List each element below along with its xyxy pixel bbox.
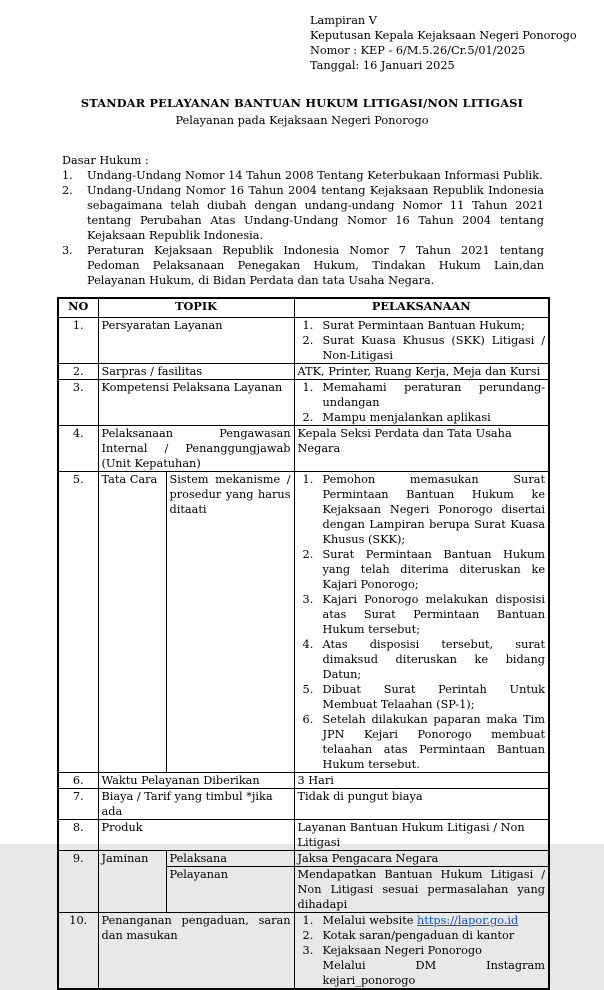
row-number: 7. [58,789,98,820]
pelaksanaan-cell: ATK, Printer, Ruang Kerja, Meja dan Kursi [294,364,549,380]
row-number: 9. [58,851,98,913]
topik-cell: Sarpras / fasilitas [98,364,294,380]
list-item [298,472,546,547]
pelaksanaan-cell: 3 Hari [294,773,549,789]
table-row [58,820,549,851]
item-number: 3. [302,593,314,606]
item-number: 2. [62,184,73,197]
subtopik-cell: Pelayanan [166,867,294,913]
lapor-website-link[interactable]: https://lapor.go.id [417,914,519,927]
item-text: Surat Kuasa Khusus (SKK) Litigasi / Non-Litigasi [322,334,546,362]
table-row [58,380,549,426]
legal-basis-item [62,183,544,243]
item-text: Undang-Undang Nomor 16 Tahun 2004 tentang Kejaksaan Republik Indonesia sebagaimana telah diubah dengan undang-undang Nomor 11 Tahun 2021 tentang Perubahan Atas Undang-Undang Nomor 16 Tahun 2004 tentang Kejaksaan Republik Indonesia. [87,184,544,242]
item-text: Undang-Undang Nomor 14 Tahun 2008 Tentang Keterbukaan Informasi Publik. [87,169,543,182]
pelaksanaan-cell: Tidak di pungut biaya [294,789,549,820]
header-no: NO [58,298,98,318]
topik-cell: Persyaratan Layanan [98,318,294,364]
subtopik-cell: Pelaksana [166,851,294,867]
item-text-line1: Kejaksaan Negeri Ponorogo [322,944,482,957]
item-text [323,913,546,928]
item-number: 3. [302,944,314,957]
row-number: 3. [58,380,98,426]
list-item [298,928,546,943]
table-header-row [58,298,549,318]
pelaksanaan-cell [294,318,549,364]
header-topik: TOPIK [98,298,294,318]
row-number: 1. [58,318,98,364]
service-standard-table [57,297,550,990]
item-number: 1. [302,319,314,332]
row-number: 8. [58,820,98,851]
topik-cell: Jaminan [98,851,166,913]
item-number: 1. [62,169,73,182]
item-number: 3. [62,244,73,257]
list-item [298,318,546,333]
legal-basis-heading: Dasar Hukum : [62,154,149,167]
item-number: 1. [302,914,314,927]
table-row [58,851,549,867]
decree-date: Tanggal: 16 Januari 2025 [310,59,455,72]
pelaksanaan-cell: Kepala Seksi Perdata dan Tata Usaha Negara [294,426,549,472]
list-item [298,410,546,425]
subtopik-cell: Sistem mekanisme / prosedur yang harus ditaati [166,472,294,773]
table-row [58,789,549,820]
item-text: Kajari Ponorogo melakukan disposisi atas Surat Permintaan Bantuan Hukum tersebut; [322,593,546,636]
table-row [58,426,549,472]
item-text: Surat Permintaan Bantuan Hukum; [322,319,525,332]
item-text: Peraturan Kejaksaan Republik Indonesia Nomor 7 Tahun 2021 tentang Pedoman Pelaksanaan Penegakan Hukum, Tindakan Hukum Lain,dan Pelayanan Hukum, di Bidan Perdata dan tata Usaha Negara. [87,244,544,287]
list-item [298,592,546,637]
topik-cell: Tata Cara [98,472,166,773]
page-subtitle: Pelayanan pada Kejaksaan Negeri Ponorogo [175,114,429,127]
list-item [298,547,546,592]
item-text: Kotak saran/pengaduan di kantor [322,929,515,942]
topik-cell: Kompetensi Pelaksana Layanan [98,380,294,426]
item-text: Atas disposisi tersebut, surat dimaksud diteruskan ke bidang Datun; [322,638,546,681]
list-item [298,682,546,712]
pelaksanaan-cell: Mendapatkan Bantuan Hukum Litigasi / Non Litigasi sesuai permasalahan yang dihadapi [294,867,549,913]
item-number: 2. [302,411,314,424]
topik-cell: Penanganan pengaduan, saran dan masukan [98,913,294,990]
attachment-label: Lampiran V [310,14,377,27]
item-number: 4. [302,638,314,651]
table-row [58,773,549,789]
item-text: Dibuat Surat Perintah Untuk Membuat Telaahan (SP-1); [322,683,546,711]
decree-number: Nomor : KEP - 6/M.5.26/Cr.5/01/2025 [310,44,526,57]
item-text: Surat Permintaan Bantuan Hukum yang telah diterima diteruskan ke Kajari Ponorogo; [322,548,546,591]
item-number: 1. [302,473,314,486]
pelaksanaan-cell: Layanan Bantuan Hukum Litigasi / Non Litigasi [294,820,549,851]
pelaksanaan-cell [294,913,549,990]
topik-cell: Biaya / Tarif yang timbul *jika ada [98,789,294,820]
legal-basis-section [62,153,544,288]
pelaksanaan-cell: Jaksa Pengacara Negara [294,851,549,867]
table-row [58,318,549,364]
row-number: 5. [58,472,98,773]
topik-cell: Pelaksanaan Pengawasan Internal / Penanggungjawab (Unit Kepatuhan) [98,426,294,472]
item-number: 6. [302,713,314,726]
table-row [58,472,549,773]
list-item [298,913,546,928]
item-text: Mampu menjalankan aplikasi [322,411,491,424]
topik-cell: Waktu Pelayanan Diberikan [98,773,294,789]
row-number: 6. [58,773,98,789]
item-number: 2. [302,929,314,942]
list-item [298,333,546,363]
item-text: Setelah dilakukan paparan maka Tim JPN Kejari Ponorogo membuat telaahan atas Permintaan Bantuan Hukum tersebut. [322,713,546,771]
table-row [58,364,549,380]
item-text: Pemohon memasukan Surat Permintaan Bantuan Hukum ke Kejaksaan Negeri Ponorogo disertai dengan Lampiran berupa Surat Kuasa Khusus (SKK); [322,473,546,546]
legal-basis-item [62,168,544,183]
row-number: 4. [58,426,98,472]
header-pelaksanaan: PELAKSANAAN [294,298,549,318]
item-number: 1. [302,381,314,394]
item-text: Memahami peraturan perundang-undangan [322,381,546,409]
pelaksanaan-cell [294,380,549,426]
item-number: 2. [302,548,314,561]
row-number: 2. [58,364,98,380]
list-item [298,637,546,682]
item-number: 2. [302,334,314,347]
list-item [298,712,546,772]
attachment-header [310,13,580,73]
pelaksanaan-cell [294,472,549,773]
list-item [298,380,546,410]
legal-basis-item [62,243,544,288]
item-number: 5. [302,683,314,696]
page-title: STANDAR PELAYANAN BANTUAN HUKUM LITIGASI/NON LITIGASI [80,96,524,110]
list-item [298,943,546,988]
topik-cell: Produk [98,820,294,851]
item-text [323,943,546,988]
item-text-line2: Melalui DM Instagram kejari_ponorogo [322,959,546,987]
link-prefix: Melalui website [322,914,418,927]
row-number: 10. [58,913,98,990]
table-row [58,913,549,990]
decree-title: Keputusan Kepala Kejaksaan Negeri Ponorogo [310,29,577,42]
